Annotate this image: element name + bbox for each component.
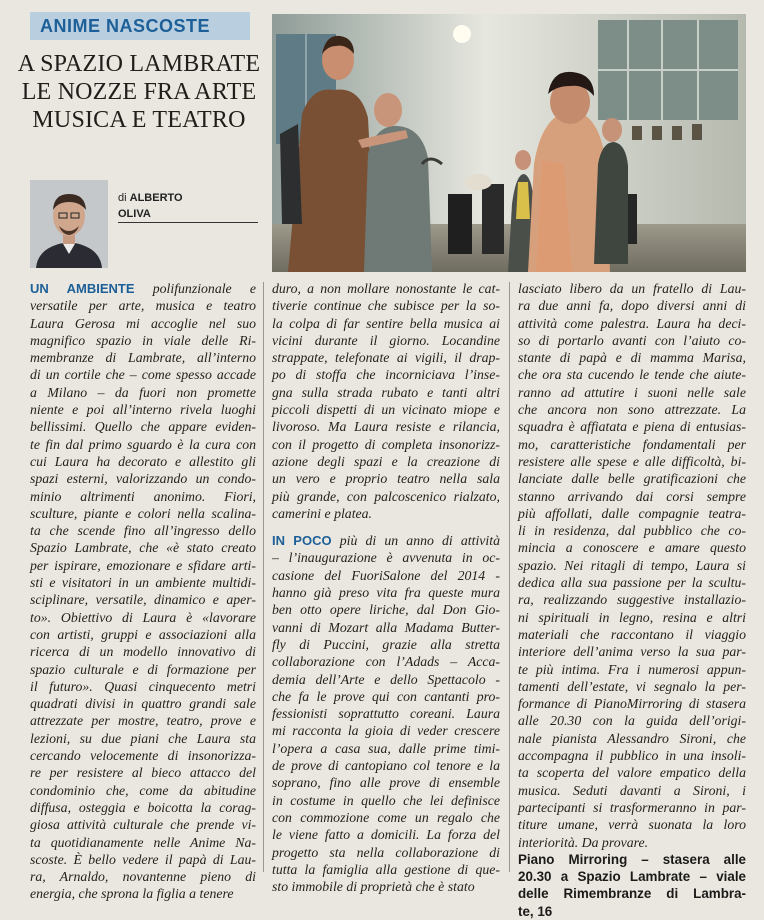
article-text-line: alle 20.30 con la guida dell’origi- — [518, 713, 746, 729]
author-prefix: di — [118, 192, 127, 204]
article-text-line: cui Laura ha decorato e allestito gli — [30, 453, 256, 469]
article-text-line: materiali che raccontano il viaggio — [518, 626, 746, 642]
event-info-line: 20.30 a Spazio Lambrate – viale — [518, 869, 746, 885]
article-text-line: a Milano – da fuori non promette — [30, 384, 256, 400]
article-text-line: quadrati divisi in quattro grandi sale — [30, 696, 256, 712]
article-text-line: accompagna il pubblico in una insoli- — [518, 748, 746, 764]
article-text-line: spazi esterni, valorizzando un condo- — [30, 471, 256, 487]
article-text-line: ben otto opere liriche, dal Don Gio- — [272, 602, 500, 618]
article-text-line: membranze di Lambrate, all’interno — [30, 350, 256, 366]
article-text-line: ta che scende fino all’ingresso dello — [30, 523, 256, 539]
headline-line: MUSICA E TEATRO — [32, 107, 246, 133]
article-text-line: sto immobile di proprietà che è stato — [272, 879, 475, 895]
article-text-line: demia dell’Arte e dello Spettacolo - — [272, 671, 500, 687]
article-text-line: hanno già preso vita fra queste mura — [272, 585, 500, 601]
byline-rule — [118, 222, 258, 223]
author-photo — [30, 180, 108, 268]
event-info-line: delle Rimembranze di Lambra- — [518, 886, 746, 902]
article-text-line: tamenti dell’estate, vi segnalo la per- — [518, 678, 746, 694]
paragraph-lead-in: IN POCO — [272, 533, 332, 549]
article-text-line: l’opera a casa sua, dalle prime timi- — [272, 740, 500, 756]
article-text-line: to». Obiettivo di Laura è «lavorare — [30, 609, 256, 625]
article-text-line: che fa le prove qui con cantanti pro- — [272, 688, 500, 704]
article-column-1 — [30, 280, 256, 903]
article-text-line: ta scoperta del valore empatico della — [518, 765, 746, 781]
article-text-line: scoste. È bello vedere il papà di Lau- — [30, 851, 256, 867]
article-text-line — [272, 522, 500, 532]
article-text-line: titure umane, verrà suonata la loro — [518, 817, 746, 833]
article-text-line: la colpa di far sentire bella musica ai — [272, 315, 500, 331]
article-text-line: stanno arrivando dai corsi sempre — [518, 488, 746, 504]
article-text: più di un anno di attività — [331, 533, 500, 549]
article-text-line: nale pianista Alessandro Sironi, che — [518, 730, 746, 746]
article-text-line: giosa attività culturale che prende vi- — [30, 817, 256, 833]
article-text-line: diffusa, osteggia e boicotta la corag- — [30, 799, 256, 815]
article-text-line: Laura Gerosa mi accoglie nel suo — [30, 315, 256, 331]
article-text-line: duro, a non mollare nonostante le cat- — [272, 281, 500, 296]
headline-line: LE NOZZE FRA ARTE — [21, 79, 257, 105]
article-text-line: livoroso. Ma Laura resiste e rilancia, — [272, 419, 500, 435]
article-text-line: ranno ad attutire i suoni nelle sale — [518, 384, 746, 400]
article-text-line — [272, 532, 500, 549]
article-text-line: ricerca di un modello innovativo di — [30, 644, 256, 660]
article-text-line: più affollati, dalle compagnie teatra- — [518, 505, 746, 521]
article-text-line: soprano, fino alle prove di ensemble — [272, 775, 500, 791]
article-text-line: piccoli dispetti di un vicinato miope e — [272, 402, 500, 418]
headline-line: A SPAZIO LAMBRATE — [17, 51, 261, 77]
article-text-line: spazio culturale e di formazione per — [30, 661, 256, 677]
column-divider — [263, 282, 264, 872]
article-text-line: ta quotidianamente nelle Anime Na- — [30, 834, 256, 850]
article-text-line: minio altrimenti anonimo. Fiori, — [30, 488, 256, 504]
article-text-line: ni spirituali in legno, resina e altri — [518, 609, 746, 625]
article-text-line: che ancora non sono attrezzate. La — [518, 402, 746, 418]
article-text-line: sculture, piante e colori nella scalina- — [30, 505, 256, 521]
article-text-line: più grande, con palcoscenico rialzato, — [272, 488, 500, 504]
article-column-2 — [272, 280, 500, 895]
article-text-line: te fin dal primo sguardo è la cura con — [30, 436, 256, 452]
event-info-line: te, 16 — [518, 903, 553, 919]
article-text-line: collaborazione con l’Adads – Acca- — [272, 654, 500, 670]
article-text-line: dedica alla sua passione per la scultu- — [518, 575, 746, 591]
article-text-line: tutta la famiglia alla gestione di que- — [272, 861, 500, 877]
article-column-3 — [518, 280, 746, 920]
article-text-line: niente e poi all’interno rivela luoghi — [30, 402, 256, 418]
article-text-line: mi racconta la gioia di veder crescere — [272, 723, 500, 739]
article-text-line: condominio che, come da abitudine — [30, 782, 256, 798]
article-text-line: ra, realizzando suggestive installazio- — [518, 592, 746, 608]
article-text-line: energia, che sprona la figlia a tenere — [30, 886, 234, 902]
article-photo — [272, 14, 746, 272]
article-text-line: squadra è affiatata e piena di entusias- — [518, 419, 746, 435]
article-text-line: mincia a conoscere e amare questo — [518, 540, 746, 556]
article-text-line: casione del FuoriSalone del 2014 - — [272, 567, 500, 583]
article-text-line: musica. Seduti davanti a Sironi, i — [518, 782, 746, 798]
headline — [14, 50, 264, 134]
article-text-line: lanciate dalle belle gratificazioni che — [518, 471, 746, 487]
section-kicker: ANIME NASCOSTE — [30, 12, 250, 40]
article-text-line: interiore dell’anima verso la sua par- — [518, 644, 746, 660]
article-text-line: te più intima. Fra i numerosi appun- — [518, 661, 746, 677]
article-text-line: re per resistere al bieco attacco del — [30, 765, 256, 781]
article-text-line: con il progetto di completa insonorizz- — [272, 436, 500, 452]
article-text-line: bellissimi. Quello che appare eviden- — [30, 419, 256, 435]
article-text-line: progetto sta nella collaborazione di — [272, 844, 500, 860]
paragraph-lead-in: UN AMBIENTE — [30, 281, 135, 296]
author-first-name: ALBERTO — [129, 192, 183, 204]
article-text-line: un vero e proprio teatro nella sala — [272, 471, 500, 487]
article-text-line: interiorità. Da provare. — [518, 834, 649, 850]
article-text-line: con commozione come un regalo che — [272, 809, 500, 825]
article-text-line: partecipanti si trasformeranno in par- — [518, 799, 746, 815]
article-text-line: resistere alle spese e alle difficoltà, bi- — [518, 453, 746, 469]
article-text-line: strappate, telefonate ai vigili, il drap- — [272, 350, 500, 366]
article-text-line: so di portarlo avanti con l’aiuto co- — [518, 332, 746, 348]
article-text-line: le viene fatto a domicili. La forza del — [272, 827, 500, 843]
article-text-line: tiverie continue che subisce per la so- — [272, 298, 500, 314]
article-text-line: vicini durante il giorno. Locandine — [272, 332, 500, 348]
article-text-line: mo, caratteristiche fondamentali per — [518, 436, 746, 452]
article-text-line — [30, 280, 256, 297]
article-text-line: attrezzate per mostre, teatro, prove e — [30, 713, 256, 729]
article-text-line: lasciato libero da un fratello di Lau- — [518, 281, 746, 296]
article-text-line: che ora sta cucendo le tende che aiute- — [518, 367, 746, 383]
article-text-line: cercando velocemente di insonorizza- — [30, 748, 256, 764]
article-text-line: attività come palestra. Laura ha deci- — [518, 315, 746, 331]
article-text-line: il futuro». Quasi cinquecento metri — [30, 678, 256, 694]
event-info-line: Piano Mirroring – stasera alle — [518, 851, 746, 867]
article-text-line: Spazio Lambrate, che «è stato creato — [30, 540, 256, 556]
article-text-line: camerini e platea. — [272, 505, 373, 521]
article-text-line: gna sulla strada rubato e tanti altri — [272, 384, 500, 400]
article-text-line: per ispirare, emozionare e sfidare arti- — [30, 557, 256, 573]
author-byline — [118, 190, 183, 222]
article-text-line: spazio. Nei ritagli di tempo, Laura si — [518, 557, 746, 573]
author-last-name: OLIVA — [118, 208, 151, 220]
article-text-line: fly di Puccini, grazie alla stretta — [272, 636, 500, 652]
article-text-line: stante di papà e di mamma Marisa, — [518, 350, 746, 366]
article-text-line: li in residenza, dal pubblico che co- — [518, 523, 746, 539]
article-text-line: po di stoffa che incorniciava l’inse- — [272, 367, 500, 383]
article-text-line: lezioni, su due piani che Laura sta — [30, 730, 256, 746]
article-text-line: ra due anni fa, dopo diversi anni di — [518, 298, 746, 314]
article-text-line: magnifico spazio in viale delle Ri- — [30, 332, 256, 348]
article-text-line: con artisti, gruppi e associazioni alla — [30, 626, 256, 642]
article-text-line: di un cortile che – come spesso accade — [30, 367, 256, 383]
article-text-line: de prove di cantopiano col tenore e la — [272, 758, 500, 774]
article-text-line: sciplinare, versatile, dinamico e aper- — [30, 592, 256, 608]
column-divider — [509, 282, 510, 872]
article-text-line: vanni di Mozart alla Madama Butter- — [272, 619, 500, 635]
article-text-line: ra, Arnaldo, novantenne pieno di — [30, 869, 256, 885]
article-text-line: sti e visitatori in un ambiente multidi- — [30, 575, 256, 591]
article-text-line: formance di PianoMirroring di stasera — [518, 696, 746, 712]
article-text-line: versatile per arte, musica e teatro — [30, 298, 256, 314]
article-text-line: in costume in quello che lei definisce — [272, 792, 500, 808]
article-text-line: fessionisti soprattutto coreani. Laura — [272, 706, 500, 722]
article-text: polifunzionale e — [134, 281, 256, 296]
article-text-line: azione degli spazi e la creazione di — [272, 453, 500, 469]
article-text-line: – l’inaugurazione è avvenuta in oc- — [272, 550, 500, 566]
